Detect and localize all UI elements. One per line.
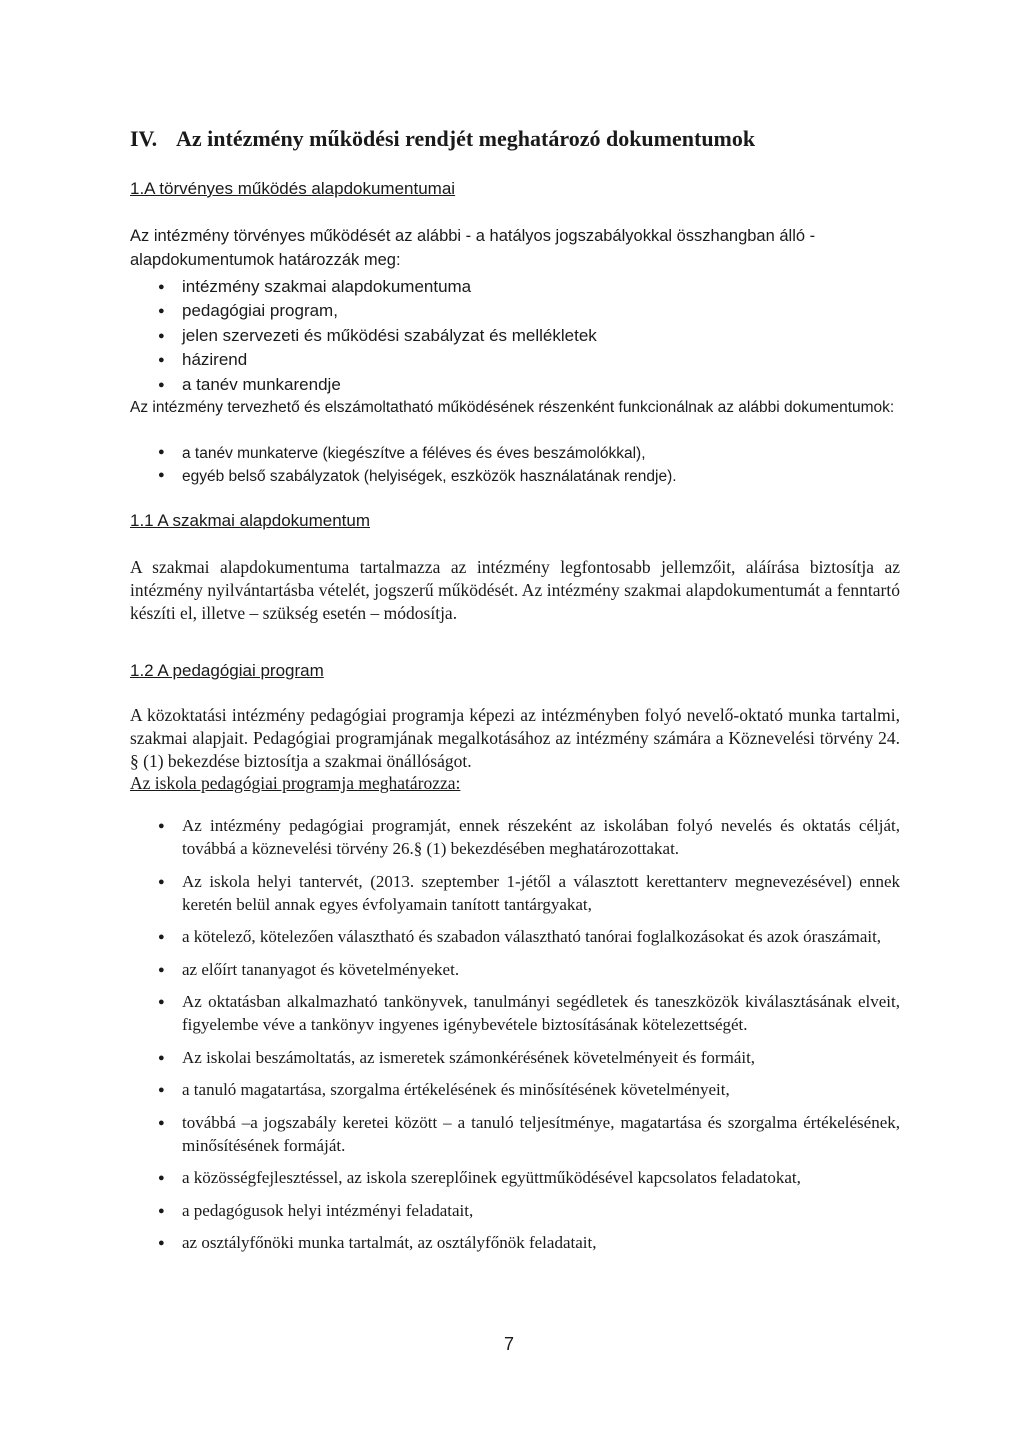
subsection-1-2-text: A közoktatási intézmény pedagógiai programja képezi az intézményben folyó nevelő-oktató munka tartalmi, szakmai alapjait. Pedagógiai programjának megalkotásához az intézmény számára a Köznevelési törvény 24. § (1) bekezdése biztosítja a szakmai önállóságot. [130,705,900,771]
list-item: ● a pedagógusok helyi intézményi feladatait, [130,1199,900,1222]
list-item: ● Az iskolai beszámoltatás, az ismeretek számonkérésének követelményeit és formáit, [130,1046,900,1069]
basic-documents-list [130,275,900,397]
list-item: ● egyéb belső szabályzatok (helyiségek, eszközök használatának rendje). [130,465,900,488]
program-list-title: Az iskola pedagógiai programja meghatározza: [130,773,461,793]
chapter-heading [130,126,755,152]
list-item: ● házirend [130,348,900,372]
section-title: 1.A törvényes működés alapdokumentumai [130,179,456,198]
section-intro: Az intézmény törvényes működését az alábbi - a hatályos jogszabályokkal összhangban álló - alapdokumentumok határozzák meg: [130,227,816,269]
program-contents-list [130,814,900,1264]
list-item: ● a kötelező, kötelezően választható és szabadon választható tanórai foglalkozásokat és azok óraszámait, [130,925,900,948]
list-item: ● intézmény szakmai alapdokumentuma [130,275,900,299]
secondary-documents-list [130,442,900,488]
chapter-number: IV. [130,126,158,151]
list-item: ● a tanuló magatartása, szorgalma értékelésének és minősítésének követelményeit, [130,1078,900,1101]
page-number: 7 [504,1334,515,1354]
list-item: ● Az iskola helyi tantervét, (2013. szeptember 1-jétől a választott kerettanterv megnevezésével) ennek keretén belül annak egyes évfolyamain tanított tantárgyakat, [130,870,900,916]
list-item: ● jelen szervezeti és működési szabályzat és mellékletek [130,324,900,348]
subsection-title-1-1: 1.1 A szakmai alapdokumentum [130,511,371,530]
list-item: ● pedagógiai program, [130,299,900,323]
secondary-intro: Az intézmény tervezhető és elszámoltatható működésének részenként funkcionálnak az alábbi dokumentumok: [130,399,895,416]
list-item: ● Az intézmény pedagógiai programját, ennek részeként az iskolában folyó nevelés és oktatás célját, továbbá a köznevelési törvény 26.§ (1) bekezdésében meghatározottakat. [130,814,900,860]
list-item: ● a tanév munkaterve (kiegészítve a féléves és éves beszámolókkal), [130,442,900,465]
list-item: ● az osztályfőnöki munka tartalmát, az osztályfőnök feladatait, [130,1231,900,1254]
list-item: ● továbbá –a jogszabály keretei között – a tanuló teljesítménye, magatartása és szorgalma értékelésének, minősítésének formáját. [130,1111,900,1157]
list-item: ● az előírt tananyagot és követelményeket. [130,958,900,981]
subsection-1-1-text: A szakmai alapdokumentuma tartalmazza az intézmény legfontosabb jellemzőit, aláírása biztosítja az intézmény nyilvántartásba vételét, jogszerű működését. Az intézmény szakmai alapdokumentumát a fenntartó készíti el, illetve – szükség esetén – módosítja. [130,557,900,623]
subsection-title-1-2: 1.2 A pedagógiai program [130,661,324,680]
chapter-title: Az intézmény működési rendjét meghatározó dokumentumok [176,126,756,151]
list-item: ● a tanév munkarendje [130,373,900,397]
list-item: ● a közösségfejlesztéssel, az iskola szereplőinek együttműködésével kapcsolatos feladatokat, [130,1166,900,1189]
list-item: ● Az oktatásban alkalmazható tankönyvek, tanulmányi segédletek és taneszközök kiválasztásának elveit, figyelembe véve a tankönyv ingyenes igénybevétele biztosításának kötelezettségét. [130,990,900,1036]
